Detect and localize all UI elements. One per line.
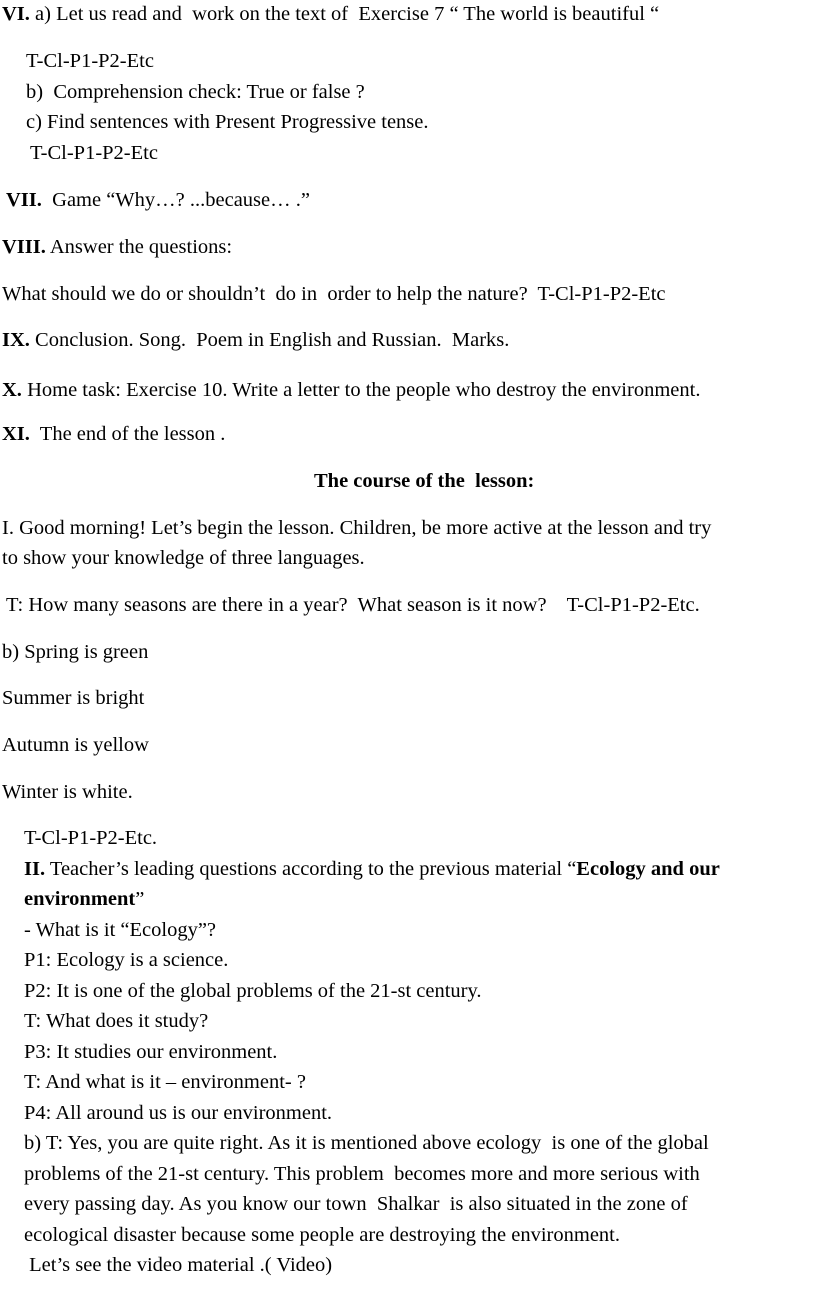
topic-title: environment xyxy=(24,888,136,910)
topic-title: Ecology and our xyxy=(576,858,720,880)
interaction-mode: T-Cl-P1-P2-Etc xyxy=(26,50,154,72)
greeting-line: to show your knowledge of three languages. xyxy=(2,547,365,569)
poem-line: Autumn is yellow xyxy=(2,734,149,756)
dialogue-line: - What is it “Ecology”? xyxy=(24,919,217,941)
season-question: T: How many seasons are there in a year? What season is it now? T-Cl-P1-P2-Etc. xyxy=(6,594,700,616)
roman-numeral: II. xyxy=(24,858,46,880)
plan-item-xi xyxy=(2,422,225,446)
plan-subitem-c: c) Find sentences with Present Progressive tense. xyxy=(26,111,429,133)
roman-numeral: VIII. xyxy=(2,236,46,258)
dialogue-line: T: And what is it – environment- ? xyxy=(24,1071,306,1093)
closing-quote: ” xyxy=(135,888,145,910)
plan-item-text: Home task: Exercise 10. Write a letter to the people who destroy the environment. xyxy=(21,379,701,401)
poem-line: b) Spring is green xyxy=(2,641,149,663)
dialogue-line: P2: It is one of the global problems of the 21-st century. xyxy=(24,980,482,1002)
section-heading: The course of the lesson: xyxy=(314,470,535,492)
plan-item-text: Conclusion. Song. Poem in English and Russian. Marks. xyxy=(29,329,510,351)
plan-item-text: a) Let us read and work on the text of Exercise 7 “ The world is beautiful “ xyxy=(29,3,660,25)
video-line: Let’s see the video material .( Video) xyxy=(24,1254,333,1276)
paragraph-line: every passing day. As you know our town Shalkar is also situated in the zone of xyxy=(24,1193,688,1215)
roman-numeral: VI. xyxy=(2,3,30,25)
plan-item-text: Game “Why…? ...because… .” xyxy=(41,189,310,211)
interaction-mode: T-Cl-P1-P2-Etc. xyxy=(24,827,158,849)
dialogue-line: P1: Ecology is a science. xyxy=(24,949,229,971)
plan-item-text: The end of the lesson . xyxy=(29,423,226,445)
section-ii-text: Teacher’s leading questions according to the previous material “ xyxy=(45,858,577,880)
roman-numeral: X. xyxy=(2,379,22,401)
dialogue-line: T: What does it study? xyxy=(24,1010,209,1032)
plan-item-text: Answer the questions: xyxy=(45,236,233,258)
roman-numeral: IX. xyxy=(2,329,30,351)
poem-line: Winter is white. xyxy=(2,781,133,803)
dialogue-line: P4: All around us is our environment. xyxy=(24,1102,333,1124)
section-ii-heading-cont xyxy=(24,887,144,911)
plan-item-ix xyxy=(2,328,509,352)
plan-item-vii xyxy=(6,188,310,212)
roman-numeral: VII. xyxy=(6,189,42,211)
interaction-mode: T-Cl-P1-P2-Etc xyxy=(30,142,158,164)
section-ii-heading xyxy=(24,857,720,881)
plan-subitem-b: b) Comprehension check: True or false ? xyxy=(26,81,365,103)
paragraph-line: problems of the 21-st century. This problem becomes more and more serious with xyxy=(24,1163,700,1185)
poem-line: Summer is bright xyxy=(2,687,145,709)
plan-item-x xyxy=(2,378,700,402)
dialogue-line: P3: It studies our environment. xyxy=(24,1041,278,1063)
plan-item-viii xyxy=(2,235,232,259)
plan-question: What should we do or shouldn’t do in order to help the nature? T-Cl-P1-P2-Etc xyxy=(2,283,666,305)
paragraph-line: b) T: Yes, you are quite right. As it is mentioned above ecology is one of the global xyxy=(24,1132,709,1154)
plan-item-vi xyxy=(2,2,659,26)
paragraph-line: ecological disaster because some people are destroying the environment. xyxy=(24,1224,620,1246)
greeting-line: I. Good morning! Let’s begin the lesson. Children, be more active at the lesson and try xyxy=(2,517,712,539)
roman-numeral: XI. xyxy=(2,423,30,445)
